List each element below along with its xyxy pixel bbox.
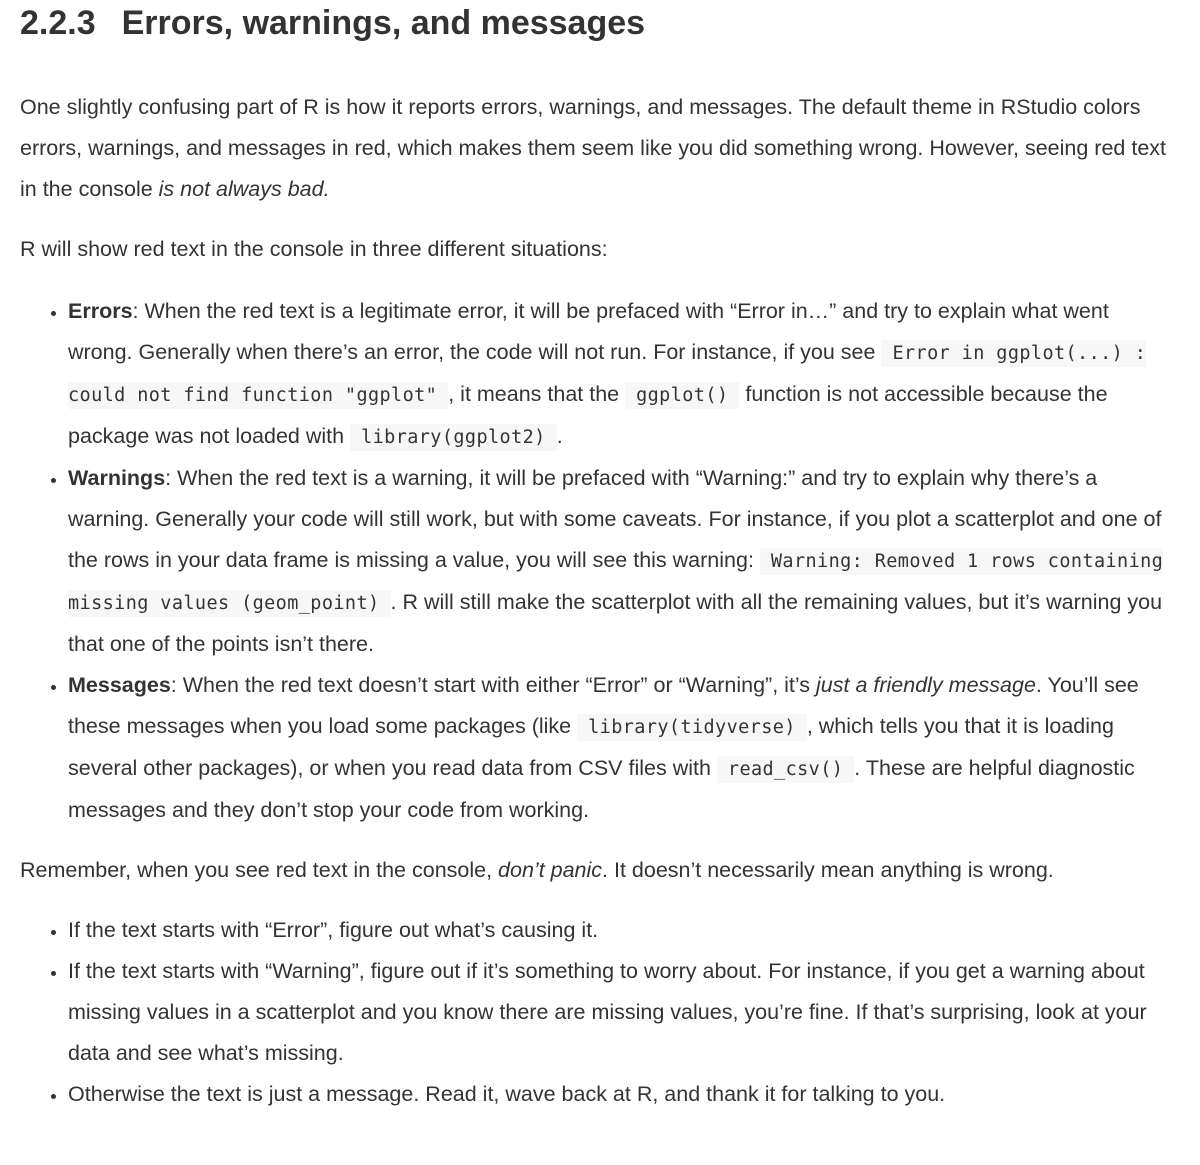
warnings-label: Warnings <box>68 466 166 490</box>
intro-emphasis: is not always bad. <box>158 177 330 201</box>
remember-text: Remember, when you see red text in the console, <box>20 858 499 882</box>
inline-code: Warning: Removed 1 rows containing missing values (geom_point) <box>68 548 1163 617</box>
messages-label: Messages <box>68 673 171 697</box>
remember-paragraph <box>20 850 1172 891</box>
errors-label: Errors <box>68 299 133 323</box>
errors-text: function is not accessible because the package was not loaded with <box>68 382 1108 448</box>
list-item: • If the text starts with “Error”, figure out what’s causing it. <box>68 910 1172 951</box>
list-item-errors <box>68 291 1172 458</box>
remember-emphasis: don’t panic <box>498 858 603 882</box>
list-item-messages <box>68 665 1172 831</box>
errors-text: : When the red text is a legitimate error, it will be prefaced with “Error in…” and try to explain what went wrong. Generally when there’s an error, the code will not run. For instance, if you see <box>68 299 1109 364</box>
tips-list <box>20 910 1172 1115</box>
intro-paragraph <box>20 87 1172 210</box>
inline-code: read_csv() <box>717 756 854 783</box>
section-number: 2.2.3 <box>20 4 96 42</box>
warnings-text: : When the red text is a warning, it will be prefaced with “Warning:” and try to explain why there’s a warning. Generally your code will still work, but with some caveats. For instance, if you plot a scatterplot and one of the rows in your data frame is missing a value, you will see this warning: <box>68 466 1162 572</box>
section-title: Errors, warnings, and messages <box>121 4 646 42</box>
messages-text: . These are helpful diagnostic messages and they don’t stop your code from working. <box>68 756 1135 822</box>
warnings-text: . R will still make the scatterplot with all the remaining values, but it’s warning you that one of the points isn’t there. <box>68 590 1163 656</box>
list-item: • Otherwise the text is just a message. Read it, wave back at R, and thank it for talking to you. <box>68 1074 1172 1115</box>
inline-code: library(tidyverse) <box>577 714 807 741</box>
messages-text: , which tells you that it is loading several other packages), or when you read data from CSV files with <box>68 714 1114 780</box>
intro-text: One slightly confusing part of R is how it reports errors, warnings, and messages. The default theme in RStudio colors errors, warnings, and messages in red, which makes them seem like you did something wrong. However, seeing red text in the console <box>20 95 1167 201</box>
inline-code: Error in ggplot(...) : could not find function "ggplot" <box>68 340 1146 409</box>
list-item: • If the text starts with “Warning”, figure out if it’s something to worry about. For instance, if you get a warning about missing values in a scatterplot and you know there are missing values, you’re fine. If that’s surprising, look at your data and see what’s missing. <box>68 951 1172 1074</box>
remember-text: . It doesn’t necessarily mean anything is wrong. <box>602 858 1054 882</box>
inline-code: ggplot() <box>625 382 739 409</box>
situations-list <box>20 291 1172 831</box>
list-item-warnings <box>68 458 1172 665</box>
errors-text: . <box>556 424 563 448</box>
messages-emphasis: just a friendly message <box>816 673 1036 697</box>
section-heading <box>20 0 1172 42</box>
situations-intro: R will show red text in the console in three different situations: <box>20 237 608 261</box>
inline-code: library(ggplot2) <box>350 424 557 451</box>
errors-text: , it means that the <box>448 382 626 406</box>
messages-text: : When the red text doesn’t start with either “Error” or “Warning”, it’s <box>170 673 817 697</box>
messages-text: . You’ll see these messages when you load some packages (like <box>68 673 1139 738</box>
